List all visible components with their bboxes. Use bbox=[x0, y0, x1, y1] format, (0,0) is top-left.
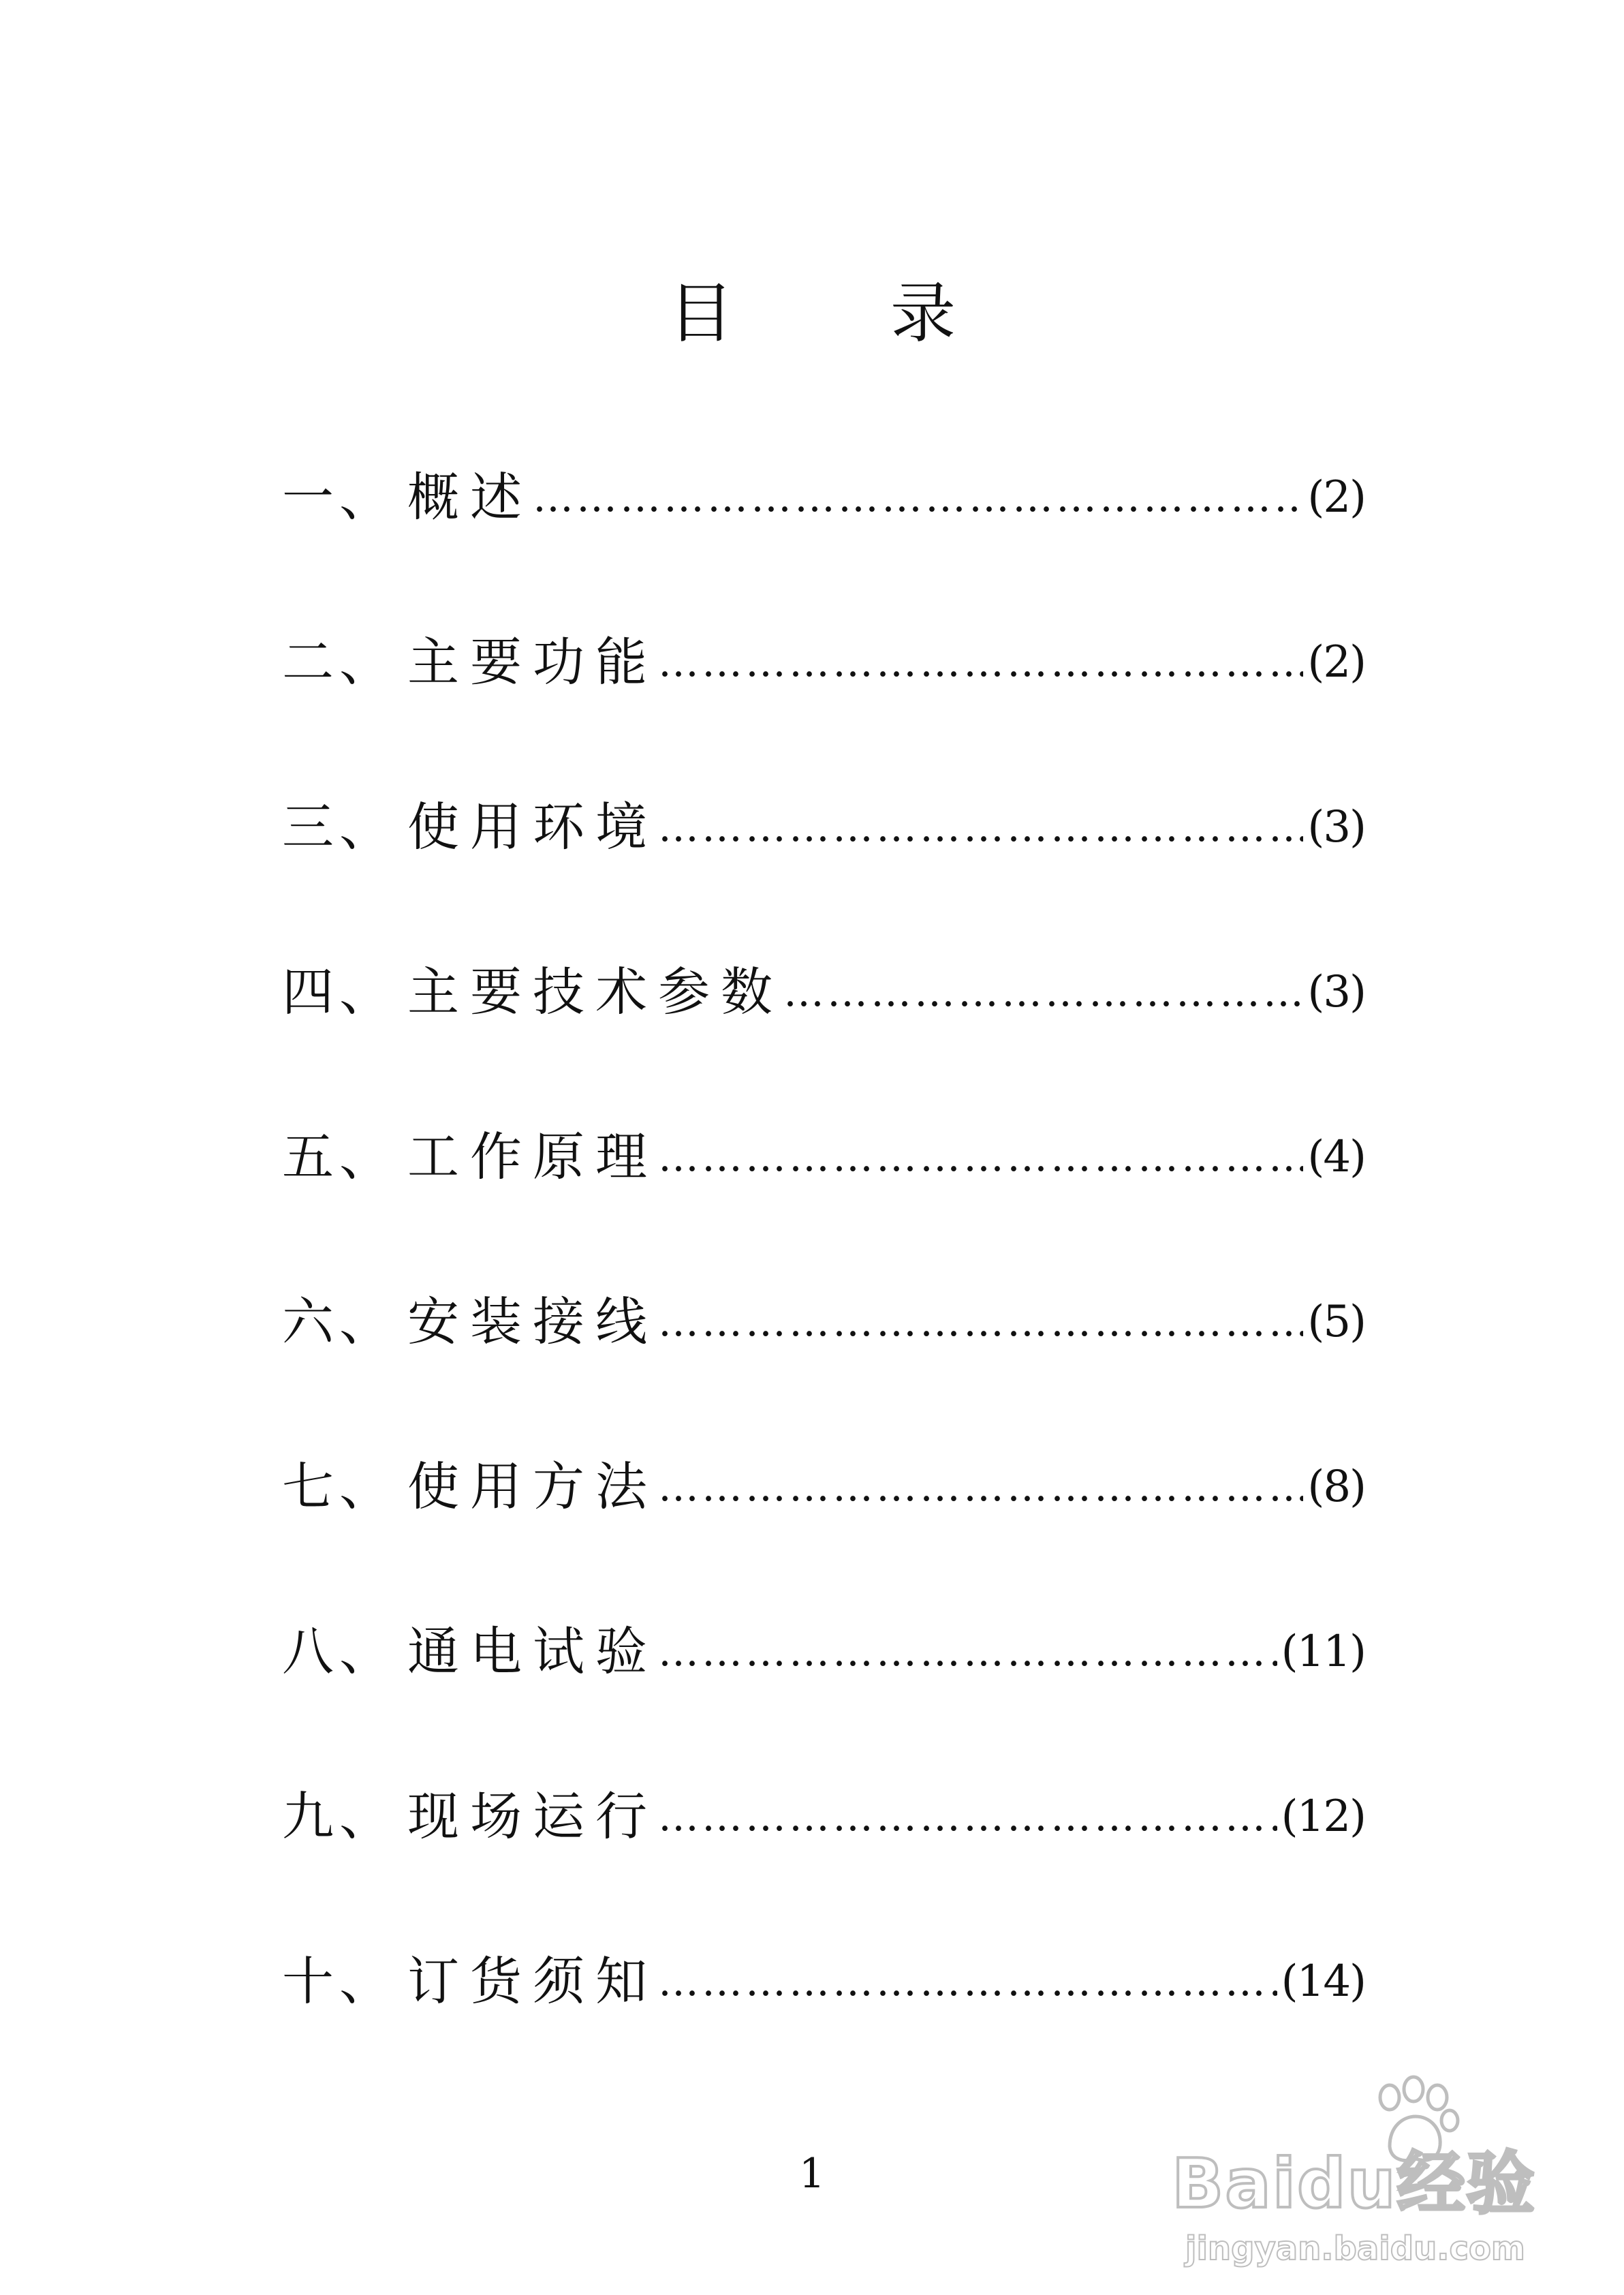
toc-dot-leader bbox=[658, 793, 1303, 861]
page-title bbox=[0, 273, 1624, 354]
toc-entry-page: (14) bbox=[1281, 1956, 1365, 2007]
toc-entry-label: 使用方法 bbox=[407, 1456, 658, 1517]
toc-entry-number: 九、 bbox=[282, 1786, 396, 1847]
toc-entry-7[interactable] bbox=[282, 1453, 1365, 1618]
toc-entry-3[interactable] bbox=[282, 793, 1365, 958]
toc-entry-4[interactable] bbox=[282, 958, 1365, 1123]
toc-dot-leader bbox=[658, 1453, 1303, 1521]
toc-entry-page: (5) bbox=[1307, 1297, 1365, 1347]
toc-entry-page: (4) bbox=[1307, 1132, 1365, 1182]
toc-entry-page: (11) bbox=[1281, 1627, 1365, 1677]
toc-entry-number: 三、 bbox=[282, 797, 396, 857]
table-of-contents bbox=[282, 463, 1365, 2112]
toc-entry-label: 概述 bbox=[407, 467, 533, 527]
toc-entry-page: (3) bbox=[1307, 802, 1365, 852]
toc-dot-leader bbox=[658, 1123, 1303, 1191]
toc-dot-leader bbox=[658, 1783, 1277, 1851]
toc-entry-page: (2) bbox=[1307, 472, 1365, 523]
toc-entry-6[interactable] bbox=[282, 1288, 1365, 1453]
toc-entry-page: (12) bbox=[1281, 1791, 1365, 1842]
toc-entry-number: 十、 bbox=[282, 1951, 396, 2012]
toc-entry-9[interactable] bbox=[282, 1783, 1365, 1947]
toc-entry-label: 工作原理 bbox=[407, 1126, 658, 1187]
watermark-url: jingyan.baidu.com bbox=[1185, 2230, 1525, 2268]
watermark-brand: Baidu经验 bbox=[1172, 2144, 1536, 2223]
toc-entry-label: 订货须知 bbox=[407, 1951, 658, 2012]
toc-dot-leader bbox=[658, 1947, 1277, 2016]
page-number: 1 bbox=[798, 2150, 826, 2198]
toc-entry-label: 使用环境 bbox=[407, 797, 658, 857]
toc-entry-number: 四、 bbox=[282, 961, 396, 1022]
toc-entry-number: 六、 bbox=[282, 1291, 396, 1352]
toc-entry-1[interactable] bbox=[282, 463, 1365, 628]
toc-entry-label: 主要技术参数 bbox=[407, 961, 783, 1022]
baidu-jingyan-watermark bbox=[1158, 2071, 1594, 2276]
toc-entry-label: 主要功能 bbox=[407, 632, 658, 692]
title-char-1: 目 bbox=[668, 275, 734, 352]
toc-entry-label: 现场运行 bbox=[407, 1786, 658, 1847]
toc-entry-number: 一、 bbox=[282, 467, 396, 527]
toc-entry-page: (2) bbox=[1307, 637, 1365, 688]
toc-entry-label: 通电试验 bbox=[407, 1621, 658, 1682]
toc-entry-number: 八、 bbox=[282, 1621, 396, 1682]
toc-dot-leader bbox=[658, 1288, 1303, 1356]
toc-dot-leader bbox=[658, 628, 1303, 696]
toc-entry-5[interactable] bbox=[282, 1123, 1365, 1288]
toc-entry-page: (8) bbox=[1307, 1462, 1365, 1512]
toc-entry-number: 二、 bbox=[282, 632, 396, 692]
toc-entry-number: 七、 bbox=[282, 1456, 396, 1517]
toc-dot-leader bbox=[783, 958, 1303, 1026]
toc-entry-number: 五、 bbox=[282, 1126, 396, 1187]
toc-dot-leader bbox=[658, 1618, 1277, 1686]
toc-dot-leader bbox=[533, 463, 1303, 532]
title-char-2: 录 bbox=[890, 275, 956, 352]
toc-entry-page: (3) bbox=[1307, 967, 1365, 1017]
toc-entry-2[interactable] bbox=[282, 628, 1365, 793]
toc-entry-8[interactable] bbox=[282, 1618, 1365, 1783]
toc-entry-label: 安装接线 bbox=[407, 1291, 658, 1352]
